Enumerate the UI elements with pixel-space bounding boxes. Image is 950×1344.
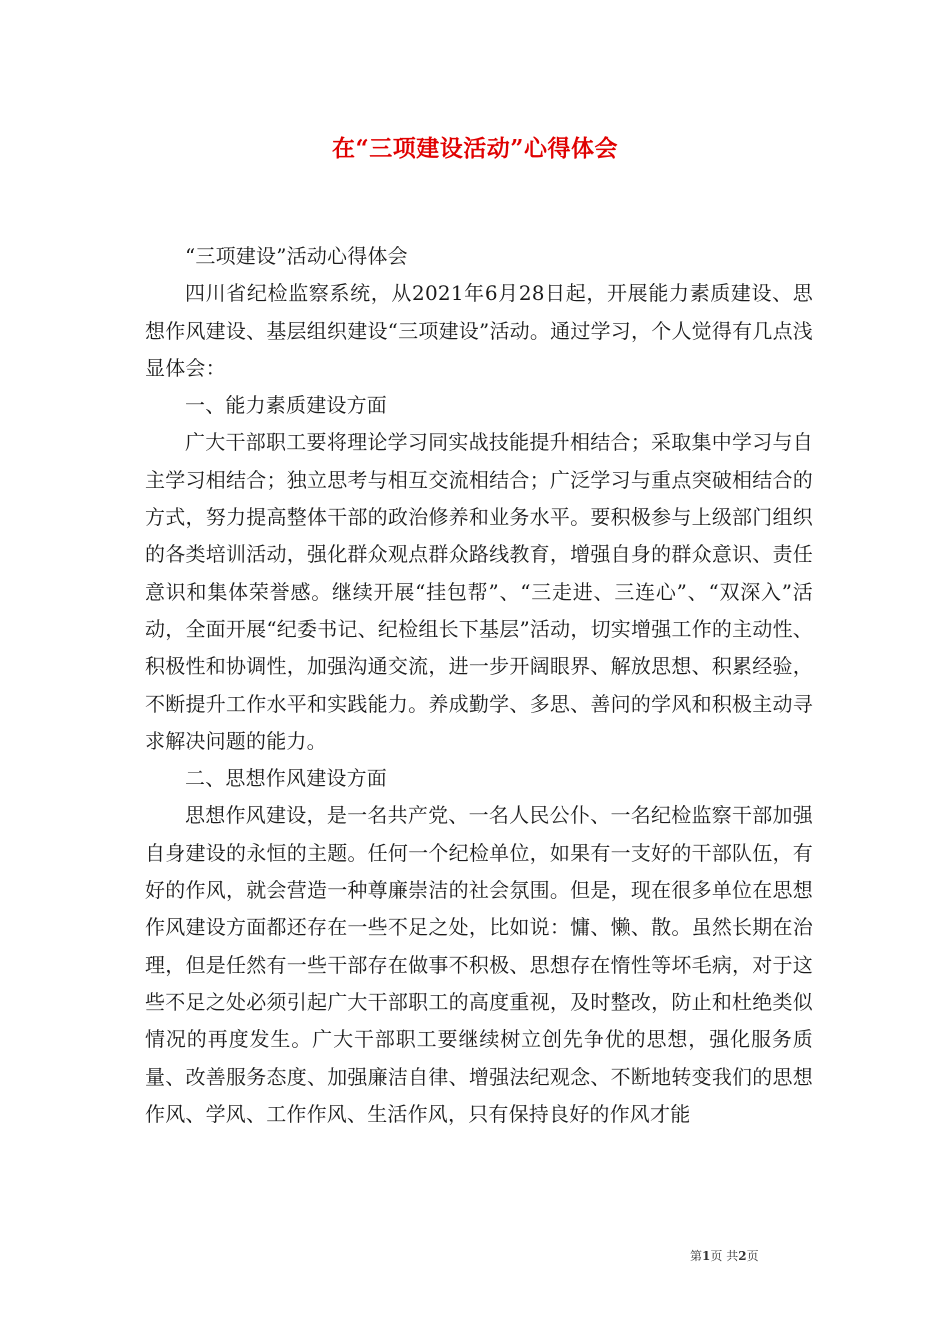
footer-suffix: 页 [746,1249,759,1263]
footer-total-pages: 2 [738,1249,747,1263]
footer-prefix: 第 [690,1249,703,1263]
footer-current-page: 1 [702,1249,711,1263]
paragraph-section-1: 广大干部职工要将理论学习同实战技能提升相结合；采取集中学习与自主学习相结合；独立思考与相互交流相结合；广泛学习与重点突破相结合的方式，努力提高整体干部的政治修养和业务水平。要积极参与上级部门组织的各类培训活动，强化群众观点群众路线教育，增强自身的群众意识、责任意识和集体荣誉感。继续开展“挂包帮”、“三走进、三连心”、“双深入”活动，全面开展“纪委书记、纪检组长下基层”活动，切实增强工作的主动性、积极性和协调性，加强沟通交流，进一步开阔眼界、解放思想、积累经验，不断提升工作水平和实践能力。养成勤学、多思、善问的学风和积极主动寻求解决问题的能力。 [145,430,813,753]
paragraph-section-2: 思想作风建设，是一名共产党、一名人民公仆、一名纪检监察干部加强自身建设的永恒的主题。任何一个纪检单位，如果有一支好的干部队伍，有好的作风，就会营造一种尊廉崇洁的社会氛围。但是，现在很多单位在思想作风建设方面都还存在一些不足之处，比如说：慵、懒、散。虽然长期在治理，但是任然有一些干部存在做事不积极、思想存在惰性等坏毛病，对于这些不足之处必须引起广大干部职工的高度重视，及时整改，防止和杜绝类似情况的再度发生。广大干部职工要继续树立创先争优的思想，强化服务质量、改善服务态度、加强廉洁自律、增强法纪观念、不断地转变我们的思想作风、学风、工作作风、生活作风，只有保持良好的作风才能 [145,803,813,1126]
document-body [145,238,813,1133]
section-heading-1: 一、能力素质建设方面 [185,393,387,418]
paragraph-intro: 四川省纪检监察系统，从2021年6月28日起，开展能力素质建设、思想作风建设、基层组织建设“三项建设”活动。通过学习，个人觉得有几点浅显体会： [145,281,813,380]
footer-middle: 页 共 [710,1249,739,1263]
document-title: 在“三项建设活动”心得体会 [332,135,618,162]
page-number-footer [690,1247,830,1265]
paragraph-subtitle: “三项建设”活动心得体会 [185,244,408,268]
section-heading-2: 二、思想作风建设方面 [185,766,387,791]
